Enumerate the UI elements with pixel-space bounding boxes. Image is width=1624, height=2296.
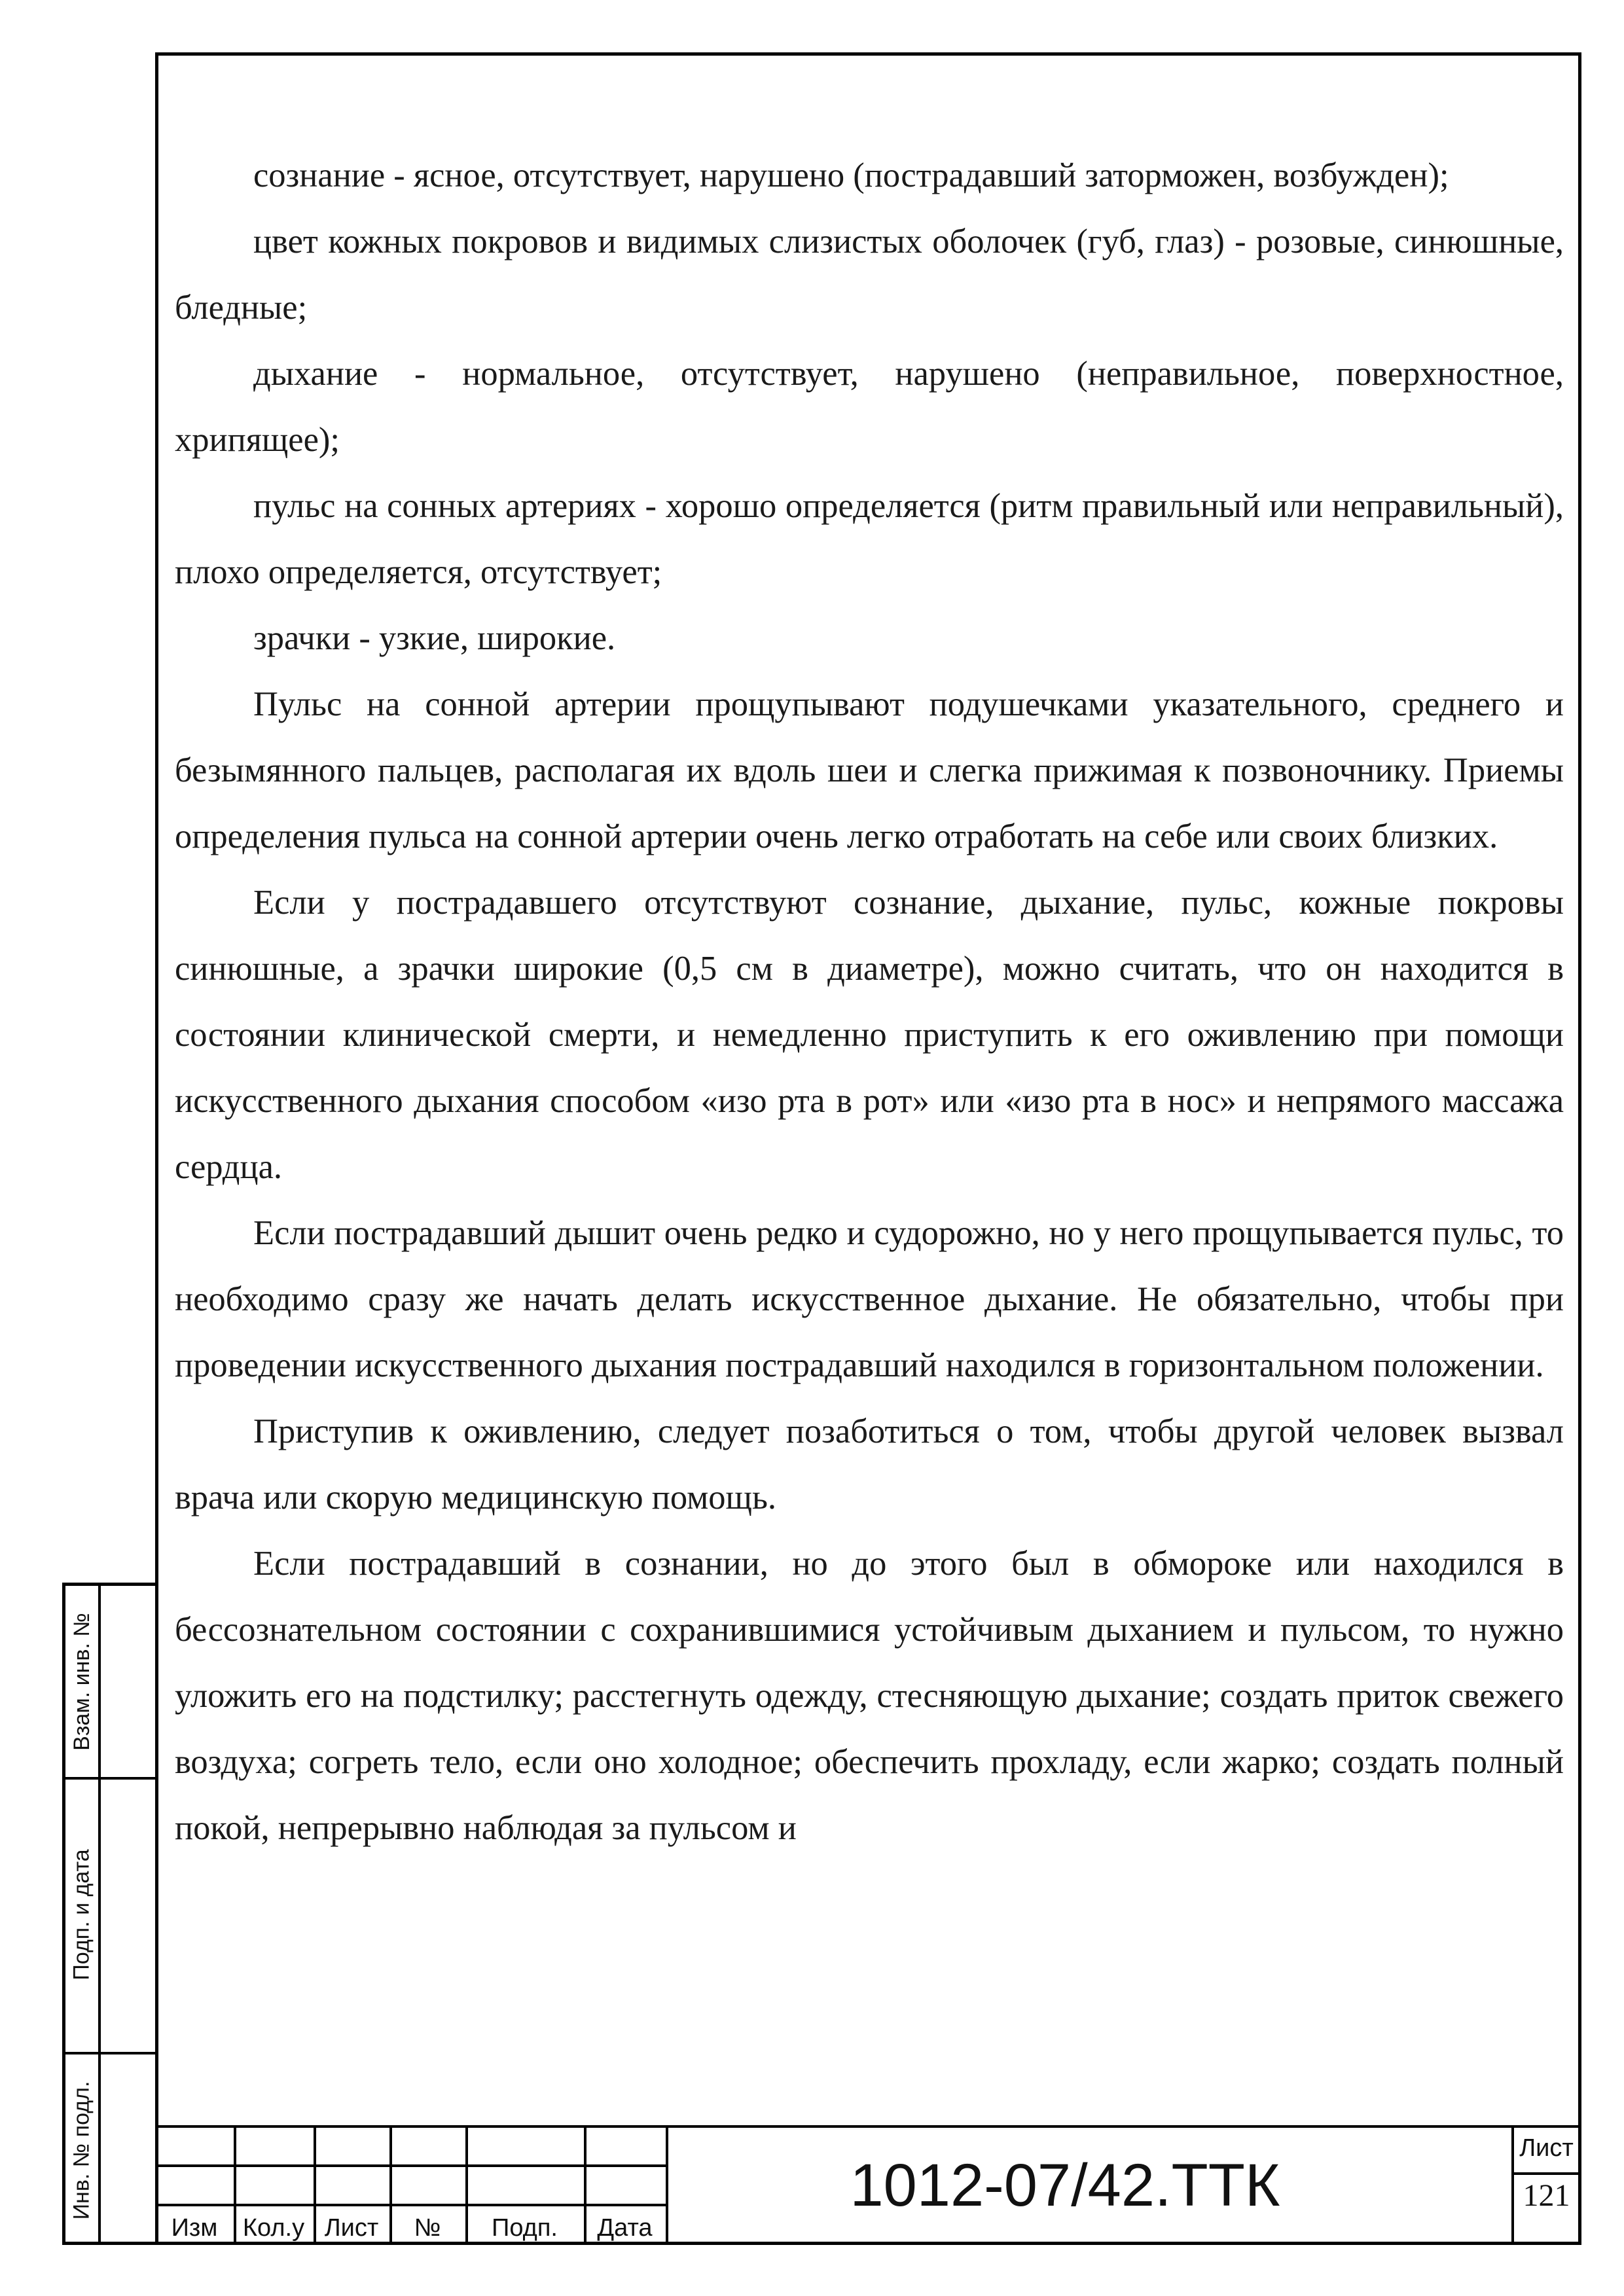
title-block-top-line [155, 2125, 1581, 2128]
title-block [155, 2125, 1581, 2245]
col-list-label: Лист [324, 2214, 379, 2242]
sheet-cell-divider [1511, 2172, 1581, 2175]
title-block-row-line [155, 2204, 666, 2206]
sheet-label: Лист [1519, 2134, 1574, 2162]
col-izm-label: Изм [171, 2214, 218, 2242]
inv-podl-label: Инв. № подл. [69, 2081, 94, 2219]
paragraph: Пульс на сонной артерии прощупывают подушечками указательного, среднего и безымянного пальцев, располагая их вдоль шеи и слегка прижимая к позвоночнику. Приемы определения пульса на сонной артерии очень легко отработать на себе или своих близких. [175, 685, 1564, 855]
col-data-label: Дата [597, 2214, 653, 2242]
title-block-row-line [155, 2164, 666, 2167]
podp-data-label: Подп. и дата [69, 1848, 94, 1981]
vzam-inv-cell [65, 1586, 98, 1777]
col-kol-label: Кол.у [242, 2214, 305, 2242]
paragraph: пульс на сонных артериях - хорошо определяется (ритм правильный или неправильный), плохо определяется, отсутствует; [175, 487, 1564, 591]
document-code: 1012-07/42.ТТК [850, 2152, 1280, 2219]
paragraph: Если пострадавший дышит очень редко и судорожно, но у него прощупывается пульс, то необходимо сразу же начать делать искусственное дыхание. Не обязательно, чтобы при проведении искусственного дыхания пострадавший находился в горизонтальном положении. [175, 1214, 1564, 1384]
document-body [175, 143, 1564, 1861]
side-stamp [62, 1583, 155, 2245]
vzam-inv-label: Взам. инв. № [69, 1612, 94, 1751]
col-podp-label: Подп. [492, 2214, 558, 2242]
col-num-label: № [414, 2214, 441, 2242]
paragraph: Если пострадавший в сознании, но до этого был в обмороке или находился в бессознательном состоянии с сохранившимися устойчивым дыханием и пульсом, то нужно уложить его на подстилку; расстегнуть одежду, стесняющую дыхание; создать приток свежего воздуха; согреть тело, если оно холодное; обеспечить прохладу, если жарко; создать полный покой, непрерывно наблюдая за пульсом и [175, 1545, 1564, 1847]
paragraph: зрачки - узкие, широкие. [253, 619, 616, 657]
paragraph: цвет кожных покровов и видимых слизистых оболочек (губ, глаз) - розовые, синюшные, бледные; [175, 223, 1564, 327]
paragraph: Приступив к оживлению, следует позаботиться о том, чтобы другой человек вызвал врача или скорую медицинскую помощь. [175, 1412, 1564, 1516]
side-stamp-divider [98, 1586, 101, 2242]
paragraph: дыхание - нормальное, отсутствует, нарушено (неправильное, поверхностное, хрипящее); [175, 355, 1564, 459]
paragraph: Если у пострадавшего отсутствуют сознание, дыхание, пульс, кожные покровы синюшные, а зрачки широкие (0,5 см в диаметре), можно считать, что он находится в состоянии клинической смерти, и немедленно приступить к его оживлению при помощи искусственного дыхания способом «изо рта в рот» или «изо рта в нос» и непрямого массажа сердца. [175, 884, 1564, 1186]
inv-podl-cell [65, 2052, 98, 2248]
paragraph: сознание - ясное, отсутствует, нарушено (пострадавший заторможен, возбужден); [253, 156, 1449, 194]
podp-data-cell [65, 1777, 98, 2052]
sheet-number: 121 [1523, 2178, 1570, 2213]
